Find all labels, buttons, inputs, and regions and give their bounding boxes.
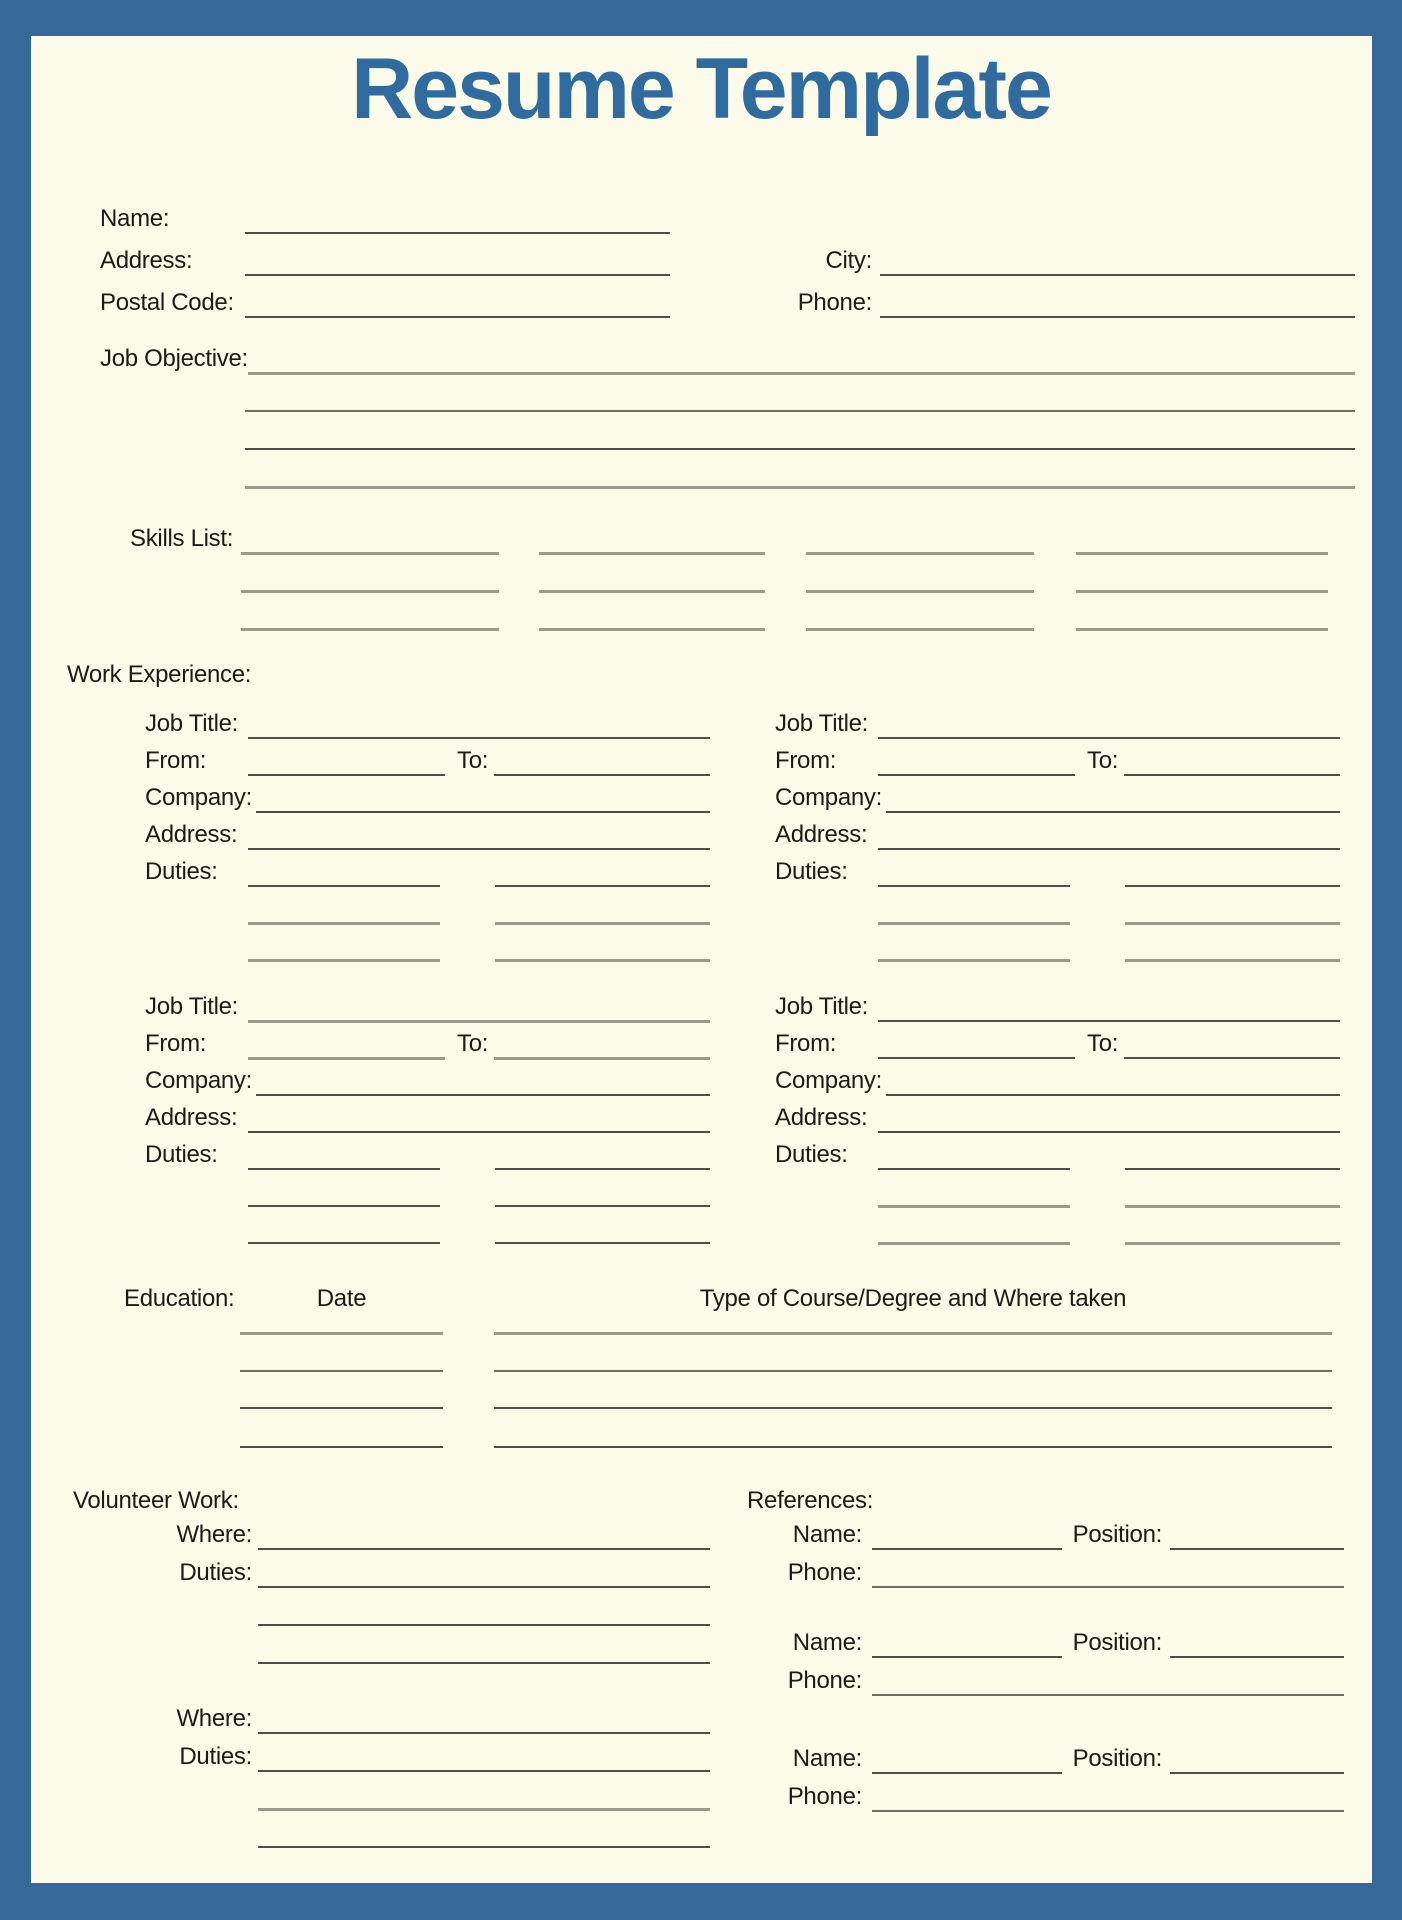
ref2-phone-label: Phone: bbox=[787, 1667, 862, 1694]
wb3-duties-line-6[interactable] bbox=[1125, 959, 1340, 962]
vol1-where-label: Where: bbox=[176, 1521, 252, 1548]
skills-line-r3-c2[interactable] bbox=[539, 628, 765, 631]
vol1-where-line[interactable] bbox=[258, 1548, 710, 1550]
wb4-to-line[interactable] bbox=[1124, 1057, 1340, 1059]
edu-date-line-2[interactable] bbox=[240, 1370, 443, 1372]
wb1-job-title-line[interactable] bbox=[248, 737, 710, 739]
address-label: Address: bbox=[100, 247, 193, 274]
edu-course-line-4[interactable] bbox=[494, 1446, 1332, 1448]
wb3-duties-line-5[interactable] bbox=[878, 959, 1070, 962]
wb1-duties-line-4[interactable] bbox=[495, 922, 710, 925]
ref3-name-line[interactable] bbox=[872, 1772, 1062, 1774]
volunteer-work-label: Volunteer Work: bbox=[73, 1487, 239, 1514]
wb3-from-label: From: bbox=[775, 747, 837, 774]
wb2-duties-line-4[interactable] bbox=[495, 1205, 710, 1207]
edu-course-line-3[interactable] bbox=[494, 1407, 1332, 1409]
wb1-duties-line-5[interactable] bbox=[248, 959, 440, 962]
ref3-phone-line[interactable] bbox=[872, 1810, 1344, 1812]
ref1-position-label: Position: bbox=[1072, 1521, 1162, 1548]
vol1-duties-line-2[interactable] bbox=[258, 1624, 710, 1626]
wb1-company-label: Company: bbox=[145, 784, 252, 811]
wb4-duties-line-6[interactable] bbox=[1125, 1242, 1340, 1245]
vol1-duties-label: Duties: bbox=[179, 1559, 252, 1586]
vol2-where-label: Where: bbox=[176, 1705, 252, 1732]
skills-line-r3-c1[interactable] bbox=[241, 628, 499, 631]
references-label: References: bbox=[747, 1487, 874, 1514]
wb2-duties-line-2[interactable] bbox=[495, 1168, 710, 1170]
wb3-company-line[interactable] bbox=[886, 811, 1340, 813]
wb1-duties-line-3[interactable] bbox=[248, 922, 440, 925]
edu-course-line-1[interactable] bbox=[494, 1332, 1332, 1335]
wb4-job-title-line[interactable] bbox=[878, 1020, 1340, 1022]
wb3-company-label: Company: bbox=[775, 784, 882, 811]
ref2-position-label: Position: bbox=[1072, 1629, 1162, 1656]
phone-label: Phone: bbox=[797, 289, 872, 316]
ref2-phone-line[interactable] bbox=[872, 1694, 1344, 1696]
ref3-name-label: Name: bbox=[792, 1745, 862, 1772]
wb1-address-label: Address: bbox=[145, 821, 238, 848]
skills-list-label: Skills List: bbox=[130, 525, 234, 552]
skills-line-r3-c4[interactable] bbox=[1076, 628, 1328, 631]
job-objective-line-1[interactable] bbox=[248, 372, 1355, 375]
vol2-duties-line-2[interactable] bbox=[258, 1808, 710, 1811]
wb3-duties-line-3[interactable] bbox=[878, 922, 1070, 925]
edu-date-line-1[interactable] bbox=[240, 1332, 443, 1335]
job-objective-line-2[interactable] bbox=[245, 410, 1355, 412]
ref2-name-label: Name: bbox=[792, 1629, 862, 1656]
wb3-to-line[interactable] bbox=[1124, 774, 1340, 776]
wb1-company-line[interactable] bbox=[256, 811, 710, 813]
ref1-phone-line[interactable] bbox=[872, 1586, 1344, 1588]
ref3-position-label: Position: bbox=[1072, 1745, 1162, 1772]
wb4-duties-line-4[interactable] bbox=[1125, 1205, 1340, 1208]
wb4-duties-line-3[interactable] bbox=[878, 1205, 1070, 1208]
work-experience-label: Work Experience: bbox=[67, 661, 252, 688]
wb2-company-label: Company: bbox=[145, 1067, 252, 1094]
wb2-from-label: From: bbox=[145, 1030, 207, 1057]
wb2-duties-line-3[interactable] bbox=[248, 1205, 440, 1207]
wb4-from-label: From: bbox=[775, 1030, 837, 1057]
wb2-job-title-label: Job Title: bbox=[145, 993, 239, 1020]
ref1-name-line[interactable] bbox=[872, 1548, 1062, 1550]
ref1-name-label: Name: bbox=[792, 1521, 862, 1548]
wb3-duties-line-1[interactable] bbox=[878, 885, 1070, 887]
postal-code-input-line[interactable] bbox=[245, 316, 670, 318]
wb4-duties-line-2[interactable] bbox=[1125, 1168, 1340, 1170]
wb2-from-line[interactable] bbox=[248, 1057, 445, 1060]
wb2-duties-line-1[interactable] bbox=[248, 1168, 440, 1170]
education-date-header: Date bbox=[316, 1285, 367, 1312]
edu-date-line-4[interactable] bbox=[240, 1446, 443, 1448]
wb3-duties-line-4[interactable] bbox=[1125, 922, 1340, 925]
wb4-duties-label: Duties: bbox=[775, 1141, 848, 1168]
wb2-to-label: To: bbox=[457, 1030, 489, 1057]
wb4-address-label: Address: bbox=[775, 1104, 868, 1131]
wb2-duties-line-5[interactable] bbox=[248, 1242, 440, 1244]
wb4-from-line[interactable] bbox=[878, 1057, 1075, 1059]
wb2-duties-label: Duties: bbox=[145, 1141, 218, 1168]
wb1-to-line[interactable] bbox=[494, 774, 710, 776]
name-input-line[interactable] bbox=[245, 232, 670, 234]
vol2-where-line[interactable] bbox=[258, 1732, 710, 1734]
vol1-duties-line-3[interactable] bbox=[258, 1662, 710, 1664]
skills-line-r2-c1[interactable] bbox=[241, 590, 499, 593]
skills-line-r1-c3[interactable] bbox=[806, 552, 1034, 555]
wb1-from-label: From: bbox=[145, 747, 207, 774]
vol2-duties-label: Duties: bbox=[179, 1743, 252, 1770]
wb3-duties-label: Duties: bbox=[775, 858, 848, 885]
wb3-duties-line-2[interactable] bbox=[1125, 885, 1340, 887]
wb2-duties-line-6[interactable] bbox=[495, 1242, 710, 1244]
skills-line-r1-c4[interactable] bbox=[1076, 552, 1328, 555]
vol2-duties-line-3[interactable] bbox=[258, 1846, 710, 1848]
address-input-line[interactable] bbox=[245, 274, 670, 276]
wb2-job-title-line[interactable] bbox=[248, 1020, 710, 1023]
wb1-to-label: To: bbox=[457, 747, 489, 774]
skills-line-r1-c2[interactable] bbox=[539, 552, 765, 555]
wb3-address-line[interactable] bbox=[878, 848, 1340, 850]
job-objective-label: Job Objective: bbox=[100, 345, 248, 372]
wb4-job-title-label: Job Title: bbox=[775, 993, 869, 1020]
wb2-company-line[interactable] bbox=[256, 1094, 710, 1096]
wb4-company-label: Company: bbox=[775, 1067, 882, 1094]
vol1-duties-line-1[interactable] bbox=[258, 1586, 710, 1588]
wb1-job-title-label: Job Title: bbox=[145, 710, 239, 737]
education-label: Education: bbox=[124, 1285, 235, 1312]
wb2-to-line[interactable] bbox=[494, 1057, 710, 1060]
wb2-address-label: Address: bbox=[145, 1104, 238, 1131]
job-objective-line-3[interactable] bbox=[245, 448, 1355, 450]
wb4-to-label: To: bbox=[1087, 1030, 1119, 1057]
wb1-from-line[interactable] bbox=[248, 774, 445, 776]
wb3-address-label: Address: bbox=[775, 821, 868, 848]
job-objective-line-4[interactable] bbox=[245, 486, 1355, 489]
skills-line-r2-c4[interactable] bbox=[1076, 590, 1328, 593]
education-course-header: Type of Course/Degree and Where taken bbox=[699, 1285, 1127, 1312]
name-label: Name: bbox=[100, 205, 170, 232]
wb1-duties-label: Duties: bbox=[145, 858, 218, 885]
city-label: City: bbox=[825, 247, 872, 274]
wb4-duties-line-5[interactable] bbox=[878, 1242, 1070, 1245]
wb3-to-label: To: bbox=[1087, 747, 1119, 774]
wb1-duties-line-2[interactable] bbox=[495, 885, 710, 887]
wb2-address-line[interactable] bbox=[248, 1131, 710, 1133]
ref3-position-line[interactable] bbox=[1170, 1772, 1344, 1774]
ref2-name-line[interactable] bbox=[872, 1656, 1062, 1658]
skills-line-r2-c3[interactable] bbox=[806, 590, 1034, 593]
postal-code-label: Postal Code: bbox=[100, 289, 234, 316]
wb4-company-line[interactable] bbox=[886, 1094, 1340, 1096]
skills-line-r3-c3[interactable] bbox=[806, 628, 1034, 631]
wb1-address-line[interactable] bbox=[248, 848, 710, 850]
skills-line-r2-c2[interactable] bbox=[539, 590, 765, 593]
skills-line-r1-c1[interactable] bbox=[241, 552, 499, 555]
ref1-position-line[interactable] bbox=[1170, 1548, 1344, 1550]
edu-course-line-2[interactable] bbox=[494, 1370, 1332, 1372]
wb3-job-title-line[interactable] bbox=[878, 737, 1340, 739]
edu-date-line-3[interactable] bbox=[240, 1407, 443, 1409]
ref1-phone-label: Phone: bbox=[787, 1559, 862, 1586]
wb4-address-line[interactable] bbox=[878, 1131, 1340, 1133]
ref3-phone-label: Phone: bbox=[787, 1783, 862, 1810]
wb1-duties-line-1[interactable] bbox=[248, 885, 440, 887]
city-input-line[interactable] bbox=[880, 274, 1355, 276]
wb4-duties-line-1[interactable] bbox=[878, 1168, 1070, 1170]
page-title: Resume Template bbox=[351, 41, 1051, 137]
phone-input-line[interactable] bbox=[880, 316, 1355, 318]
ref2-position-line[interactable] bbox=[1170, 1656, 1344, 1658]
wb1-duties-line-6[interactable] bbox=[495, 959, 710, 962]
vol2-duties-line-1[interactable] bbox=[258, 1770, 710, 1772]
wb3-job-title-label: Job Title: bbox=[775, 710, 869, 737]
wb3-from-line[interactable] bbox=[878, 774, 1075, 776]
